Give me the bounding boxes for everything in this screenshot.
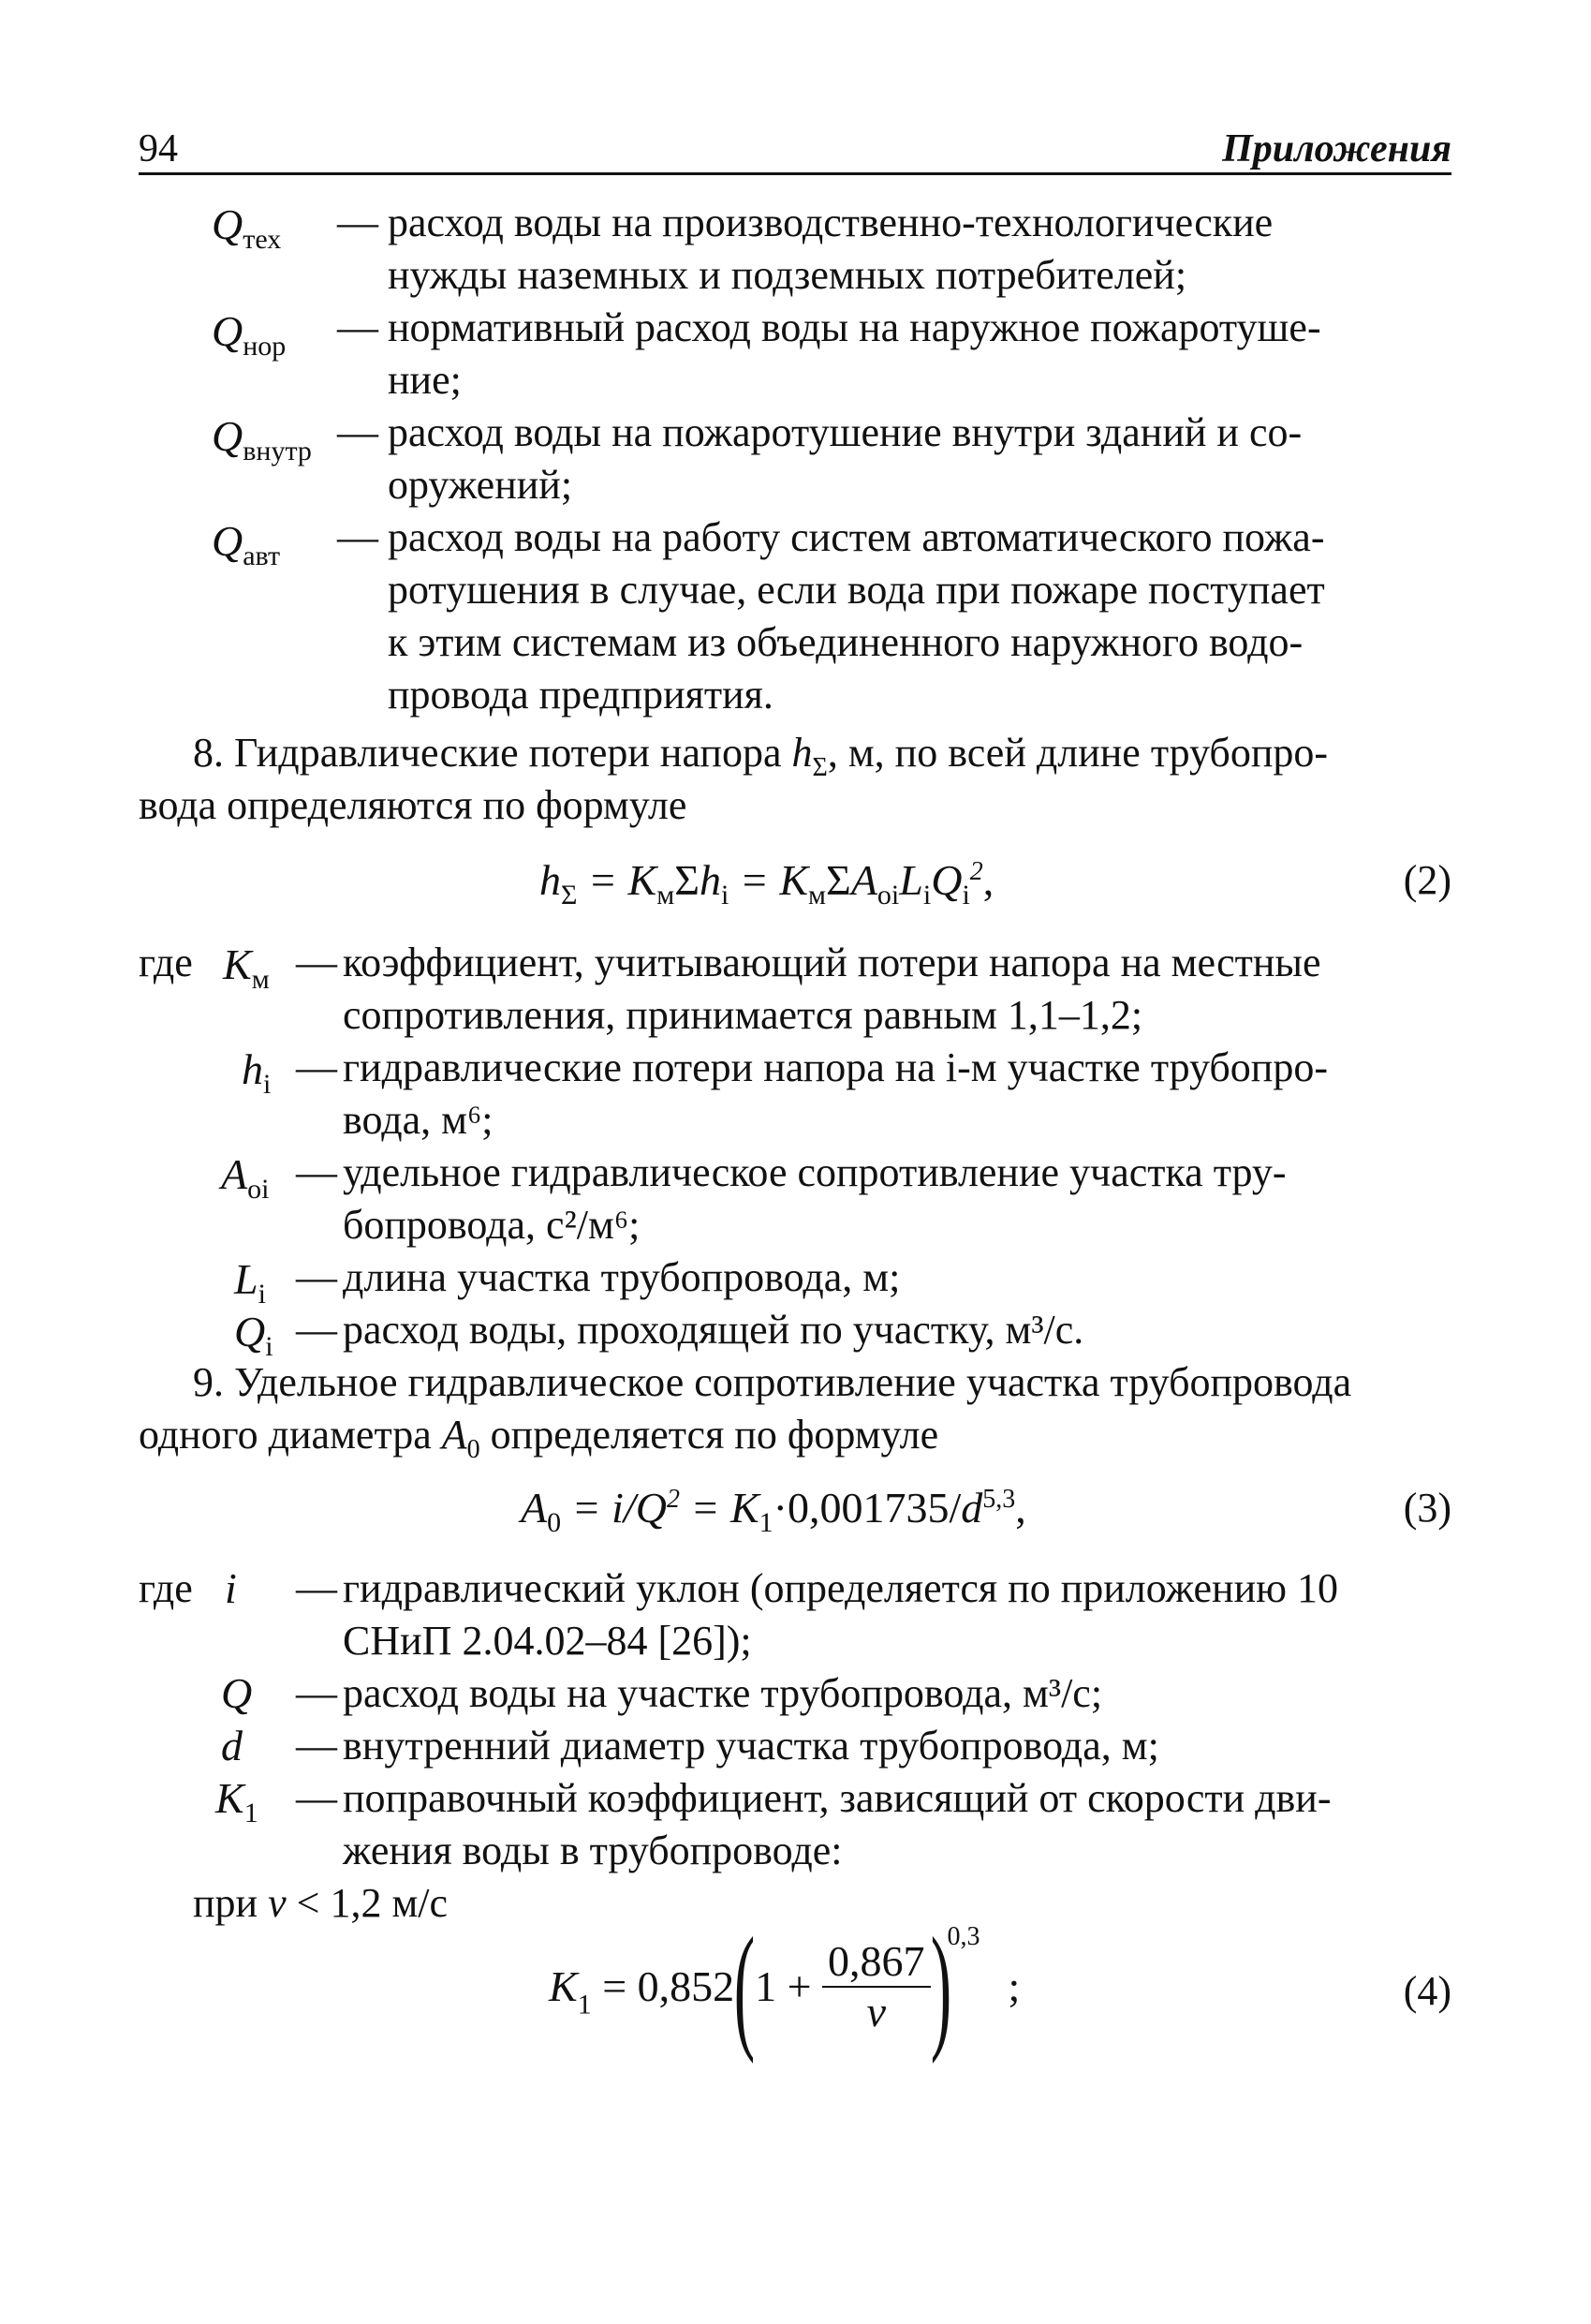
definition-symbol: Q	[221, 1669, 253, 1717]
definition-text-line: расход воды на работу систем автоматического пожа-	[388, 514, 1325, 560]
definition-symbol: $L_i$	[234, 1255, 266, 1310]
definition-dash: —	[337, 200, 378, 245]
definition-text-line: поправочный коэффициент, зависящий от скорости дви-	[343, 1775, 1332, 1821]
definition-text-line: расход воды на производственно-технологические	[388, 200, 1274, 245]
definition-text-line: к этим системам из объединенного наружного водо-	[388, 619, 1304, 665]
definition-dash: —	[337, 409, 378, 455]
definition-text-line: ротушения в случае, если вода при пожаре поступает	[388, 567, 1325, 613]
formula-2: $h_\Sigma = K_м\Sigma h_i = K_м\Sigma A_{oi}L_iQ_i^2$,	[539, 856, 994, 910]
definition-symbol: $Q_{тех}$	[212, 200, 282, 255]
definition-text-line: сопротивления, принимается равным 1,1–1,2;	[343, 992, 1143, 1038]
definition-symbol: $K_м$	[223, 940, 270, 995]
running-header	[139, 126, 1451, 175]
definition-symbol: $Q_{авт}$	[212, 517, 281, 571]
definition-text-line: вода, м⁶;	[343, 1097, 494, 1143]
definition-symbol: i	[225, 1564, 237, 1612]
formula-3: $A_0 = i/Q^2 = K_1\cdot 0,001735/d^{5,3}$,	[521, 1484, 1026, 1538]
equation-number-3: (3)	[1403, 1485, 1451, 1531]
definition-dash: —	[296, 1775, 337, 1821]
definition-text-line: провода предприятия.	[388, 672, 773, 718]
definition-text-line: расход воды на участке трубопровода, м³/с;	[343, 1670, 1103, 1716]
definition-dash: —	[296, 1149, 337, 1195]
definition-text-line: внутренний диаметр участка трубопровода, м;	[343, 1723, 1159, 1769]
definition-symbol: $Q_i$	[234, 1308, 273, 1362]
definition-text-line: оружений;	[388, 462, 573, 508]
definition-symbol: $K_1$	[215, 1774, 258, 1828]
definition-dash: —	[296, 1565, 337, 1611]
definition-text-line: нужды наземных и подземных потребителей;	[388, 252, 1187, 298]
definition-dash: —	[296, 1307, 337, 1353]
definition-symbol: $h_i$	[242, 1045, 272, 1100]
definition-text-line: длина участка трубопровода, м;	[343, 1254, 901, 1300]
definition-text-line: ние;	[388, 357, 462, 403]
definition-dash: —	[337, 514, 378, 560]
definition-dash: —	[296, 1723, 337, 1769]
definition-text-line: расход воды на пожаротушение внутри зданий и со-	[388, 409, 1303, 455]
paragraph-8-line-2: вода определяются по формуле	[139, 782, 687, 828]
where-label: где	[139, 1565, 193, 1611]
definition-text-line: бопровода, с²/м⁶;	[343, 1202, 641, 1248]
definition-symbol: $Q_{нор}$	[212, 307, 287, 362]
definition-text-line: гидравлический уклон (определяется по приложению 10	[343, 1565, 1338, 1611]
fraction: $\frac{0,867}{v}$	[822, 1937, 931, 2036]
definition-text-line: нормативный расход воды на наружное пожаротуше-	[388, 304, 1321, 350]
definition-dash: —	[337, 304, 378, 350]
definition-symbol: d	[221, 1722, 243, 1769]
definition-text-line: коэффициент, учитывающий потери напора на местные	[343, 940, 1321, 985]
equation-number-2: (2)	[1403, 857, 1451, 903]
equation-number-4: (4)	[1403, 1968, 1451, 2014]
velocity-condition: при v < 1,2 м/с	[193, 1880, 449, 1926]
section-title: Приложения	[1222, 127, 1451, 170]
where-label: где	[139, 940, 193, 985]
definition-dash: —	[296, 1254, 337, 1300]
definition-text-line: удельное гидравлическое сопротивление участка тру-	[343, 1149, 1287, 1195]
definition-symbol: $Q_{внутр}$	[212, 412, 312, 466]
definition-text-line: СНиП 2.04.02–84 [26]);	[343, 1618, 752, 1664]
definition-dash: —	[296, 1670, 337, 1716]
definition-dash: —	[296, 1044, 337, 1090]
definition-text-line: гидравлические потери напора на i-м участке трубопро-	[343, 1044, 1329, 1090]
paragraph-9-line-2: одного диаметра $A_0$ определяется по формуле	[139, 1412, 939, 1464]
page-number: 94	[139, 127, 178, 170]
formula-4: $K_1 = 0,852(1$ + $\frac{0,867}{v}$ )$^{0,3}$;	[549, 1909, 1021, 2065]
definition-text-line: жения воды в трубопроводе:	[343, 1828, 843, 1873]
definition-symbol: $A_{oi}$	[221, 1150, 270, 1205]
definition-text-line: расход воды, проходящей по участку, м³/с.	[343, 1307, 1084, 1353]
definition-dash: —	[296, 940, 337, 985]
paragraph-9-line-1: 9. Удельное гидравлическое сопротивление участка трубопровода	[193, 1359, 1352, 1405]
paragraph-8-line-1: 8. Гидравлические потери напора $h_\Sigma$, м, по всей длине трубопро-	[193, 730, 1329, 782]
